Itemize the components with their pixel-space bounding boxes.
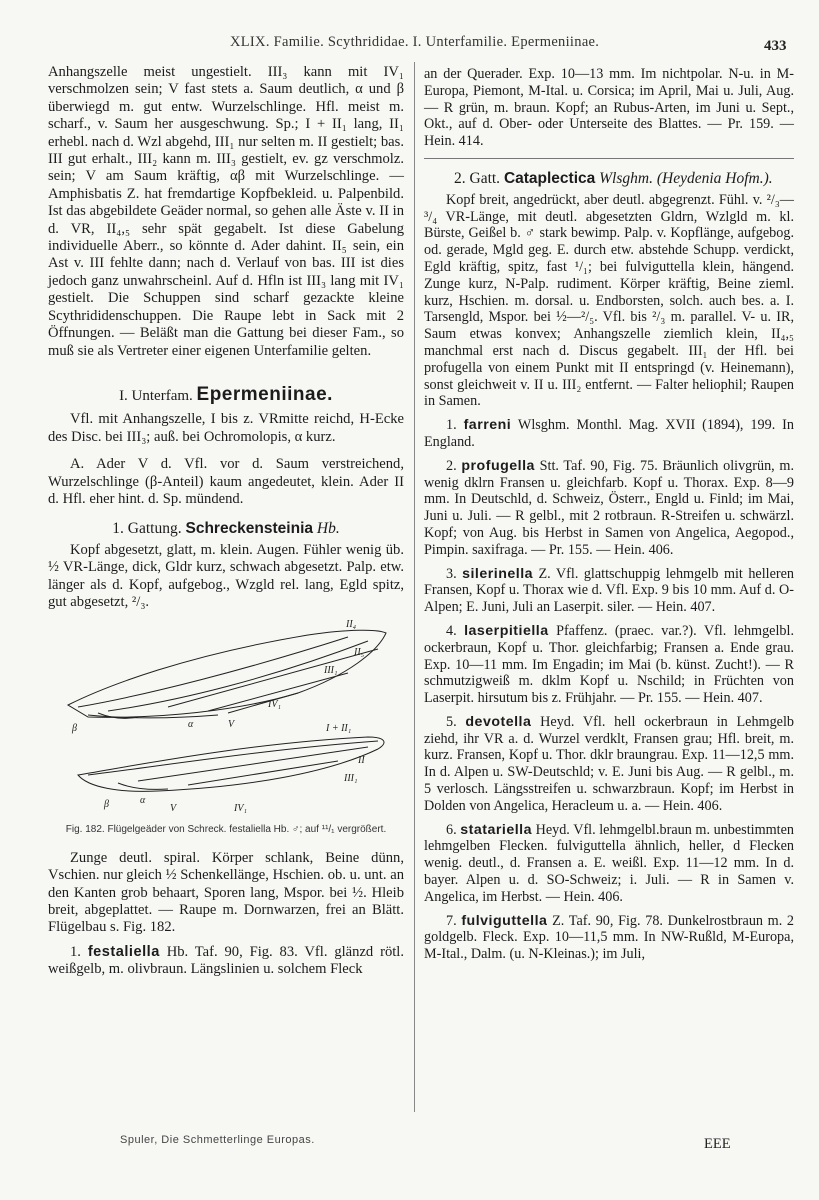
- species-entry: [424, 458, 794, 559]
- figure-caption: Fig. 182. Flügelgeäder von Schreck. festaliella Hb. ♂; auf ¹¹/₁ vergrößert.: [65, 823, 387, 835]
- genus-prefix: 2. Gatt.: [454, 169, 501, 187]
- species-entry: [48, 944, 404, 979]
- species-text: Heyd. Vfl. lehmgelbl.braun m. unbestimmten lehmgelben Flecken. fulviguttella ähnlich, heller, d Flecken wenig. deutl., d. Fransen a. E. weißl. Exp. 11—12 mm. In d. bayer. Alpen u. d. SO-Schweiz; i. Juli. — R in Samen v. Angelica, im Herbst. — Hein. 406.: [424, 821, 794, 905]
- species-number: 1.: [70, 943, 81, 960]
- figure-label: IV₁: [268, 699, 281, 711]
- species-text: Heyd. Vfl. hell ockerbraun in Lehmgelb ziehd, ihr VR a. d. Wurzel verdklt, Fransen grau; Hfl. breit, m. kurz. Fransen, Kopf u. Thor. dklr braungrau. Exp. 11—12,5 mm. In d. Alpen u. SW-Deutschld; v. E. Juni bis Aug. — R gelbl., m. 5 verlosch. Längsstreifen u. schwarzbraun. Kopf; im Herbst in Dolden von Angelica, Heracleum u. a. — Hein. 406.: [424, 713, 795, 814]
- paragraph: Kopf breit, angedrückt, aber deutl. abgegrenzt. Fühl. v. ²/₃—³/₄ VR-Länge, mit deutl. abgesetzten Gldrn, Wzlgld m. kl. Bürste, Geißel b. ♂ stark bewimp. Palp. v. Kopflänge, aufgebog. od. gerade, Mgld geg. E. durch etw. abstehde Schupp. verdickt, Egld kräftig, spitz, fast ¹/₁; bei fulviguttella klein, hängend. Zunge kurz, N-Palp. rudiment. Körper kräftig, Beine zieml. kurz, Hschien. m. dorsal. u. Endborsten, solch. auch bes. a. I. Tarsengld, Mspor. bei ½—²/₅. Vfl. bis ²/₃ m. parallel. V- u. IR, Saum etwas konvex; Anhangszelle ziemlich klein, II₄,₅ manchmal erst nach d. Discus gegabelt. III₁ der Hfl. bei profugella von einem Punkt mit II entspringd (v. Heinemann), sonst gleichweit v. II u. III₂ entfernt. — Falter heliophil; Raupen in Samen.: [424, 191, 794, 410]
- figure-label: V: [228, 719, 235, 731]
- figure-label: II₄: [346, 619, 357, 631]
- species-name: statariella: [460, 821, 532, 838]
- species-name: profugella: [461, 457, 535, 474]
- section-rule: [424, 158, 794, 159]
- page-number: 433: [764, 38, 787, 54]
- species-number: 2.: [446, 457, 457, 474]
- species-entry: [424, 566, 794, 616]
- species-name: festaliella: [87, 943, 160, 960]
- figure-label: I + II₁: [326, 723, 352, 735]
- genus-prefix: 1. Gattung.: [112, 520, 182, 538]
- paragraph: Zunge deutl. spiral. Körper schlank, Beine dünn, Vschien. nur gleich ½ Schenkellänge, Hschien. ob. u. unt. an den Kanten grob behaart, Sporen lang, Mspor. bei ½. Hleib breit, abgeplattet. — Raupe m. Dornwarzen, frei an Blätt. Flügelbau s. Fig. 182.: [48, 849, 404, 936]
- figure-label: II: [358, 755, 365, 767]
- paragraph: an der Querader. Exp. 10—13 mm. Im nichtpolar. N-u. in M-Europa, Piemont, M-Ital. u. Corsica; im April, Mai u. Juli, Aug. — R grün, m. braun. Kopf; an Rubus-Arten, im Juni u. Sept., Okt., auf d. Ober- oder Unterseite des Blattes. — Pr. 159. — Hein. 414.: [424, 66, 794, 150]
- genus-author: Hb.: [316, 520, 340, 538]
- species-name: laserpitiella: [464, 622, 549, 639]
- figure-label: α: [140, 795, 146, 807]
- species-entry: [424, 913, 794, 963]
- species-text: Stt. Taf. 90, Fig. 75. Bräunlich olivgrün, m. wenig dklrn Fransen u. gleichfarb. Kopf u. Thorax. Exp. 8—9 mm. In Deutschld, d. Schweiz, Österr., Engld u. Finld; im Mai, Juni u. Juli. — R gelbl., mit 2 rotbraun. R-Streifen u. schwärzl. Kopf; von Aug. bis Herbst in Samen von Angelica, Aegopod., Pimpin. saxifraga. — Pr. 155. — Hein. 406.: [424, 457, 795, 558]
- wing-venation-figure: [48, 615, 404, 815]
- genus-heading: [48, 520, 404, 537]
- genus-author: Wlsghm. (Heydenia Hofm.).: [599, 169, 773, 187]
- paragraph: Anhangszelle meist ungestielt. III₃ kann mit IV₁ verschmolzen sein; V fast stets a. Saum deutlich, α und β überwiegd m. gut entw. Wurzelschlinge. Hfl. meist m. scharf., v. Saum her ausgeschwung. Sp.; I + II₁ lang, II₁ erhebl. nach d. Wzl abgehd, III₁ nur selten m. II gestielt; bas. III gut erhalt., III₂ kann m. III₃ gestielt, ev. gz verschmolz. sein; V am Saum kräftig, αβ mit Wurzelschlinge. — Amphisbatis Z. hat fremdartige Kopfbekleid. u. Palpenbild. Ist das abgebildete Geäder normal, so gehen alle Äste v. II in d. VR, II₄,₅ sehr spät gegabelt. Ist diese Gabelung individuelle Aberr., so könnte d. Ader dahint. II₅ sein, ein Ast v. III fehlte dann; nach d. Verlauf von bas. III ist dies jedoch ganz unwahrscheinl. Auf d. Hfln ist III₃ lang mit IV₁ gestielt. Die Schuppen sind scharf gezackte kleine Scythrididenschuppen. Die Raupe lebt in Sack mit 2 Öffnungen. — Beläßt man die Gattung bei dieser Fam., so muß sie als Vertreter einer eigenen Unterfamilie gelten.: [48, 64, 404, 359]
- paragraph: Vfl. mit Anhangszelle, I bis z. VRmitte reichd, H-Ecke des Disc. bei III₃; auß. bei Ochromolopis, α kurz.: [48, 411, 404, 445]
- paragraph: A. Ader V d. Vfl. vor d. Saum verstreichend, Wurzelschlinge (β-Anteil) kaum angedeutet, klein. Ader II d. Hfl. eher hint. d. Sp. mündend.: [48, 456, 404, 507]
- right-column: [424, 66, 794, 963]
- species-entry: [424, 623, 794, 707]
- publisher-footer: Spuler, Die Schmetterlinge Europas.: [120, 1134, 315, 1146]
- species-entry: [424, 822, 794, 906]
- running-header: [0, 34, 819, 56]
- genus-name: Cataplectica: [503, 169, 596, 187]
- species-number: 5.: [446, 713, 457, 730]
- forewing-drawing: [68, 631, 386, 719]
- species-text: Wlsghm. Monthl. Mag. XVII (1894), 199. In England.: [424, 417, 794, 450]
- species-text: Hb. Taf. 90, Fig. 83. Vfl. glänzd rötl. weißgelb, m. olivbraun. Längslinien u. solchem Fleck: [48, 943, 404, 978]
- figure-label: III₁: [324, 665, 338, 677]
- species-entry: [424, 417, 794, 451]
- species-text: Z. Taf. 90, Fig. 78. Dunkelrostbraun m. 2 goldgelb. Fleck. Exp. 10—11,5 mm. In NW-Rußld, M-Europa, M-Ital., Dalm. (u. N-Kleinas.); im Juli,: [424, 912, 795, 963]
- hindwing-drawing: [78, 737, 384, 791]
- species-number: 1.: [446, 417, 457, 434]
- species-number: 6.: [446, 821, 457, 838]
- species-list: [424, 417, 794, 963]
- figure-label: II₅: [354, 647, 365, 659]
- signature-mark: EEE: [704, 1136, 731, 1152]
- figure-label: β: [72, 723, 77, 735]
- subfamily-heading: [48, 383, 404, 405]
- species-entry: [424, 714, 794, 815]
- species-number: 3.: [446, 565, 457, 582]
- species-text: Z. Vfl. glattschuppig lehmgelb mit helleren Fransen, Kopf u. Thorax wie d. Vfl. Exp. 9 bis 10 mm. Auf d. O-Alpen; E. Juni, Juli an Laserpit. siler. — Hein. 407.: [424, 565, 795, 616]
- figure-label: V: [170, 803, 177, 815]
- paragraph: Kopf abgesetzt, glatt, m. klein. Augen. Fühler wenig üb. ½ VR-Länge, dick, Gldr kurz, schwach abgesetzt. Palp. etw. länger als d. Kopf, aufgebog., Wzgld rel. lang, Egld spitz, gut abgesetzt, ²/₃.: [48, 541, 404, 610]
- figure-label: α: [188, 719, 194, 731]
- figure-label: IV₁: [234, 803, 247, 815]
- species-name: silerinella: [462, 565, 534, 582]
- species-text: Pfaffenz. (praec. var.?). Vfl. lehmgelbl. ockerbraun, Kopf u. Thor. gleichfarbig; Fransen a. Ende grau. Exp. 10—11 mm. Im Engadin; im Mai (b. künst. Zucht!). — R schmutzigweiß m. dklm Kopf u. Nschild; in Früchten von Laserpit. hirsutum bis z. Frühjahr. — Pr. 155. — Hein. 407.: [424, 622, 794, 707]
- species-name: fulviguttella: [461, 912, 548, 929]
- running-title: XLIX. Familie. Scythrididae. I. Unterfamilie. Epermeniinae.: [230, 34, 600, 50]
- left-column: [48, 64, 404, 979]
- figure-label: III₁: [344, 773, 358, 785]
- subfamily-name: Epermeniinae.: [196, 383, 333, 405]
- figure-label: β: [104, 799, 109, 811]
- species-name: devotella: [465, 713, 532, 730]
- genus-name: Schreckensteinia: [185, 520, 313, 538]
- species-number: 4.: [446, 622, 457, 639]
- column-divider: [414, 62, 415, 1112]
- subfamily-prefix: I. Unterfam.: [119, 387, 193, 404]
- species-name: farreni: [463, 417, 512, 434]
- genus-heading: [454, 171, 794, 188]
- species-number: 7.: [446, 912, 457, 929]
